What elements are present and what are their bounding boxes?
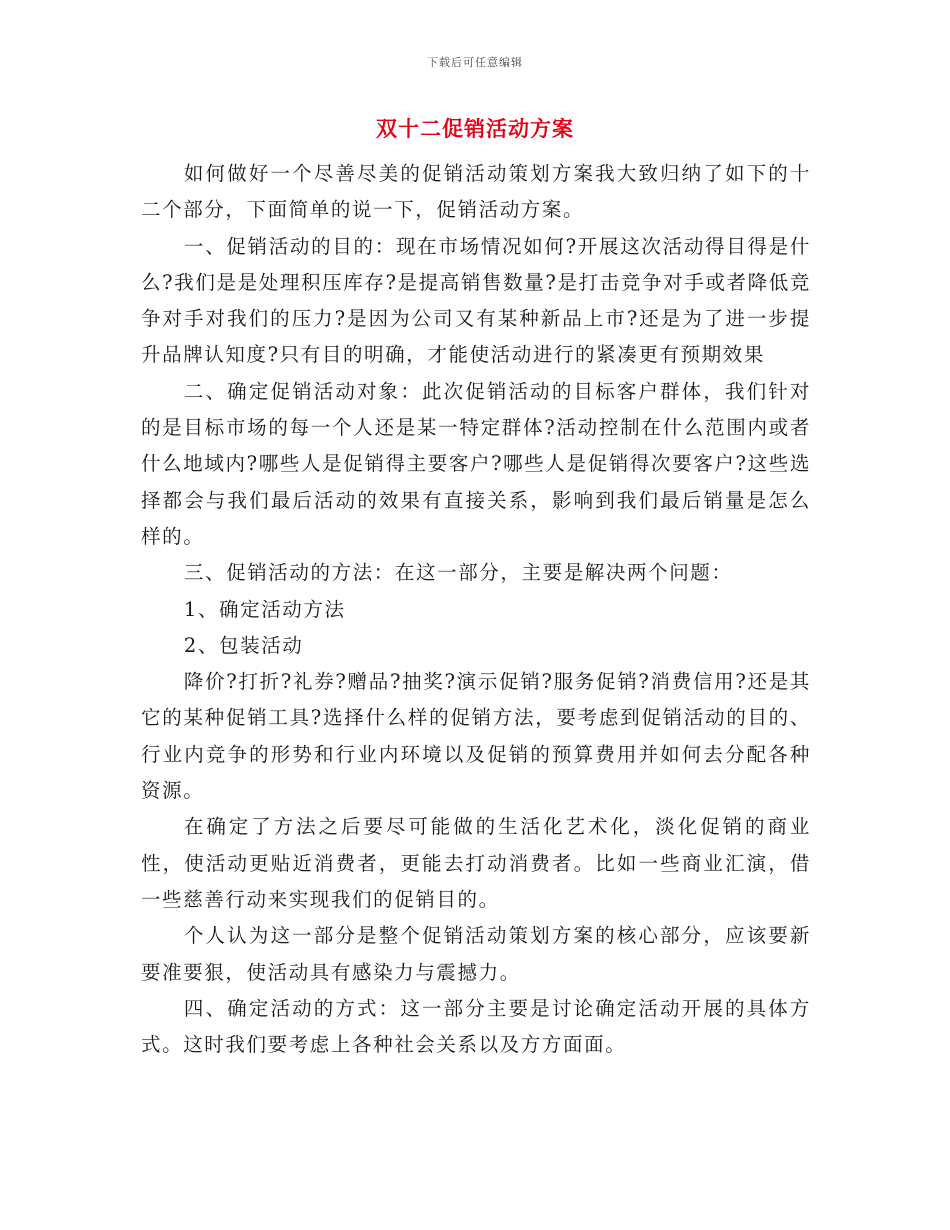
paragraph-mode: 四、确定活动的方式：这一部分主要是讨论确定活动开展的具体方式。这时我们要考虑上各种社会关系以及方方面面。 xyxy=(141,996,811,1057)
paragraph-target: 二、确定促销活动对象：此次促销活动的目标客户群体，我们针对的是目标市场的每一个人还是某一特定群体?活动控制在什么范围内或者什么地域内?哪些人是促销得主要客户?哪些人是促销得次要客户?这些选择都会与我们最后活动的效果有直接关系，影响到我们最后销量是怎么样的。 xyxy=(141,379,811,548)
paragraph-intro: 如何做好一个尽善尽美的促销活动策划方案我大致归纳了如下的十二个部分，下面简单的说一下，促销活动方案。 xyxy=(141,162,811,222)
paragraph-art: 在确定了方法之后要尽可能做的生活化艺术化，淡化促销的商业性，使活动更贴近消费者，更能去打动消费者。比如一些商业汇演，借一些慈善行动来实现我们的促销目的。 xyxy=(141,815,811,911)
paragraph-purpose: 一、促销活动的目的：现在市场情况如何?开展这次活动得目得是什么?我们是是处理积压库存?是提高销售数量?是打击竞争对手或者降低竞争对手对我们的压力?是因为公司又有某种新品上市?还是为了进一步提升品牌认知度?只有目的明确，才能使活动进行的紧凑更有预期效果 xyxy=(141,234,811,367)
header-note: 下载后可任意编辑 xyxy=(427,56,523,69)
document-body xyxy=(141,156,811,1063)
paragraph-tools: 降价?打折?礼券?赠品?抽奖?演示促销?服务促销?消费信用?还是其它的某种促销工具?选择什么样的促销方法，要考虑到促销活动的目的、行业内竞争的形势和行业内环境以及促销的预算费用并如何去分配各种资源。 xyxy=(141,670,811,803)
list-item-method-2: 2、包装活动 xyxy=(183,633,304,657)
document-title: 双十二促销活动方案 xyxy=(376,116,574,141)
list-item-method-1: 1、确定活动方法 xyxy=(183,597,346,621)
paragraph-core: 个人认为这一部分是整个促销活动策划方案的核心部分，应该要新要准要狠，使活动具有感染力与震撼力。 xyxy=(141,924,811,984)
paragraph-method: 三、促销活动的方法：在这一部分，主要是解决两个问题： xyxy=(183,561,733,585)
